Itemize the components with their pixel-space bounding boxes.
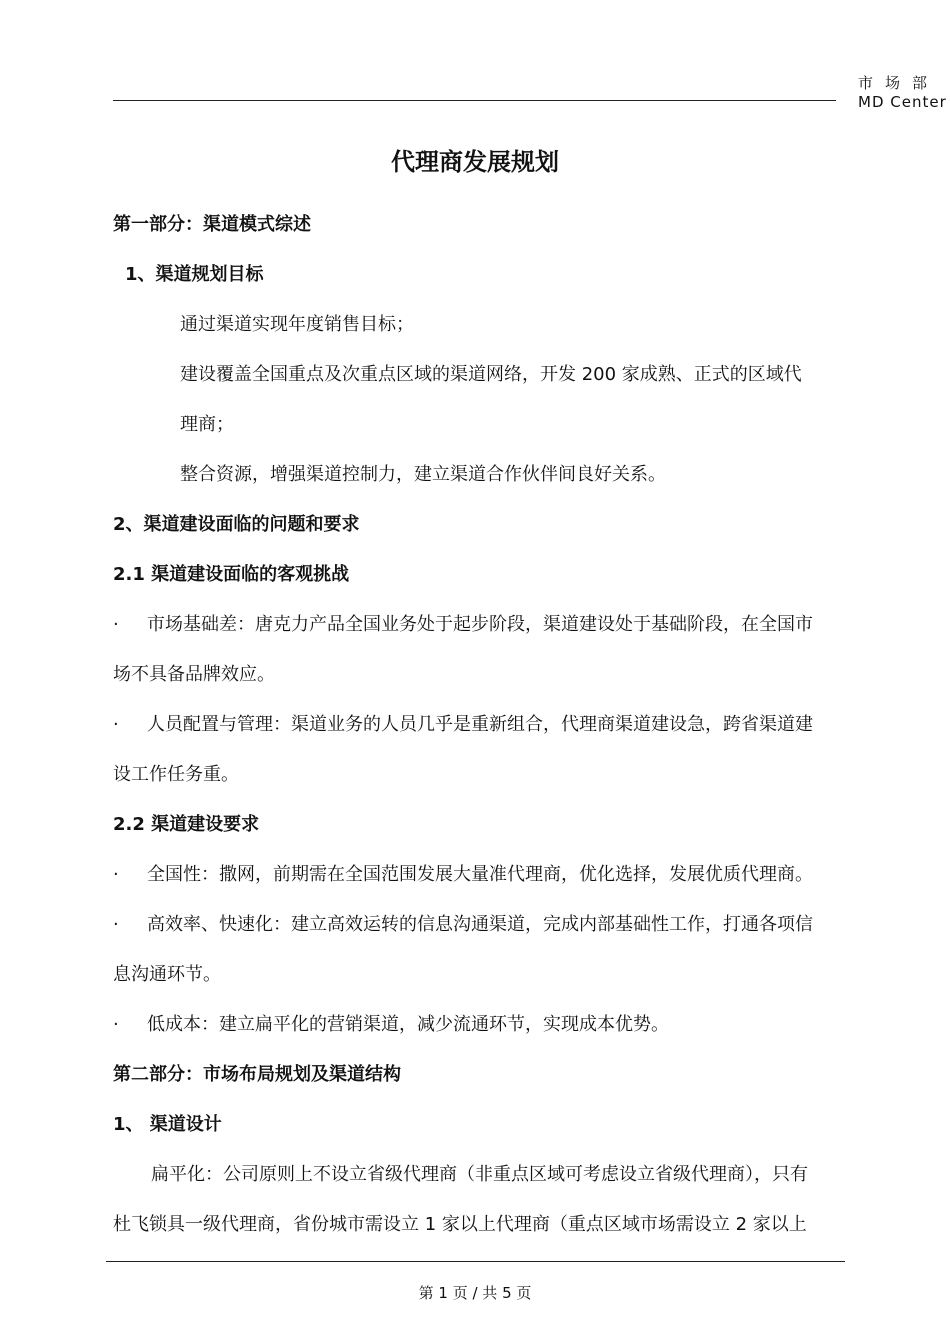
bullet-market-basis-line-2: 场不具备品牌效应。 [113, 664, 275, 685]
goal-paragraph-2-line-1: 建设覆盖全国重点及次重点区域的渠道网络，开发 200 家成熟、正式的区域代 [180, 364, 802, 385]
goal-paragraph-3: 整合资源，增强渠道控制力，建立渠道合作伙伴间良好关系。 [180, 464, 666, 485]
bullet-text: 全国性：撒网，前期需在全国范围发展大量准代理商，优化选择，发展优质代理商。 [147, 864, 813, 885]
bullet-text: 低成本：建立扁平化的营销渠道，减少流通环节，实现成本优势。 [147, 1014, 669, 1035]
bullet-text: 高效率、快速化：建立高效运转的信息沟通渠道，完成内部基础性工作，打通各项信 [147, 914, 813, 935]
section2-1-heading: 2.1 渠道建设面临的客观挑战 [113, 564, 350, 585]
bullet-efficiency-line-1 [113, 900, 838, 950]
section2-heading: 2、渠道建设面临的问题和要求 [113, 514, 360, 535]
goal-paragraph-1: 通过渠道实现年度销售目标； [180, 314, 414, 335]
part1-heading: 第一部分：渠道模式综述 [113, 214, 311, 235]
goal-paragraph-2-line-2: 理商； [180, 414, 234, 435]
document-body [113, 200, 838, 1250]
channel-design-line-2: 杜飞锁具一级代理商，省份城市需设立 1 家以上代理商（重点区域市场需设立 2 家以上 [113, 1214, 807, 1235]
section1-heading: 1、渠道规划目标 [125, 264, 264, 285]
header-organization [858, 74, 950, 112]
bullet-text: 人员配置与管理：渠道业务的人员几乎是重新组合，代理商渠道建设急，跨省渠道建 [147, 714, 813, 735]
bullet-market-basis-line-1 [113, 600, 838, 650]
bullet-staffing-line-2: 设工作任务重。 [113, 764, 239, 785]
header-org-english: MD Center [858, 93, 947, 111]
bullet-dot: · [113, 914, 119, 935]
bullet-dot: · [113, 614, 119, 635]
channel-design-line-1: 扁平化：公司原则上不设立省级代理商（非重点区域可考虑设立省级代理商），只有 [151, 1164, 808, 1185]
page-number: 第 1 页 / 共 5 页 [418, 1284, 532, 1302]
bullet-dot: · [113, 714, 119, 735]
header-org-chinese: 市场部 [858, 74, 940, 92]
bullet-staffing-line-1 [113, 700, 838, 750]
part2-heading: 第二部分：市场布局规划及渠道结构 [113, 1064, 401, 1085]
part2-section1-heading: 1、 渠道设计 [113, 1114, 222, 1135]
document-title: 代理商发展规划 [391, 148, 559, 176]
bullet-nationwide [113, 850, 838, 900]
bullet-text: 市场基础差：唐克力产品全国业务处于起步阶段，渠道建设处于基础阶段，在全国市 [147, 614, 813, 635]
bullet-efficiency-line-2: 息沟通环节。 [113, 964, 221, 985]
section2-2-heading: 2.2 渠道建设要求 [113, 814, 260, 835]
bullet-low-cost [113, 1000, 838, 1050]
header-divider [113, 100, 836, 101]
bullet-dot: · [113, 1014, 119, 1035]
bullet-dot: · [113, 864, 119, 885]
footer-divider [106, 1261, 845, 1262]
